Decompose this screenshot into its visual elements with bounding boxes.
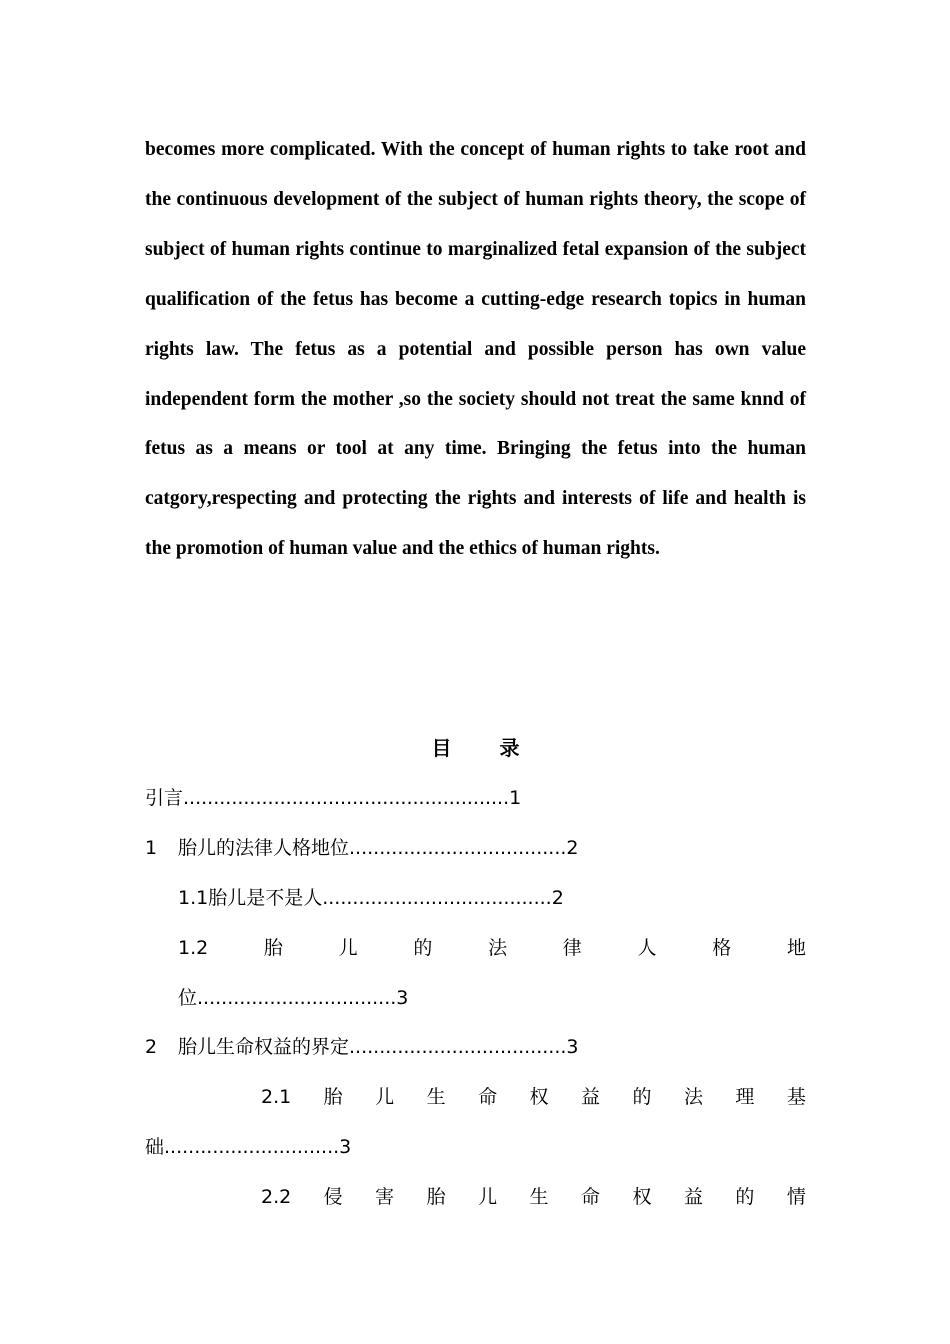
toc-entry-2-1[interactable] bbox=[145, 1073, 806, 1123]
toc-entry-1[interactable] bbox=[145, 824, 806, 874]
toc-entry-text: 胎儿生命权益的界定....................................3 bbox=[178, 1036, 579, 1059]
toc-entry-1-1[interactable]: 1.1胎儿是不是人......................................2 bbox=[178, 886, 564, 909]
toc-char: 胎 bbox=[426, 1186, 446, 1209]
toc-char: 益 bbox=[581, 1086, 601, 1109]
toc-char: 的 bbox=[413, 936, 433, 959]
toc-char: 1.2 bbox=[178, 936, 209, 959]
toc-entry-1-2[interactable] bbox=[145, 924, 806, 974]
toc-char: 律 bbox=[562, 936, 582, 959]
toc-entry-2[interactable] bbox=[145, 1023, 806, 1073]
toc-char: 害 bbox=[375, 1186, 395, 1209]
toc-entry-1-2-continuation[interactable]: 位.................................3 bbox=[178, 986, 409, 1009]
toc-char: 生 bbox=[529, 1186, 549, 1209]
toc-char: 生 bbox=[426, 1086, 446, 1109]
toc-char: 2.2 bbox=[261, 1186, 292, 1209]
toc-char: 2.1 bbox=[261, 1086, 292, 1109]
toc-char: 侵 bbox=[323, 1186, 343, 1209]
toc-char: 法 bbox=[683, 1086, 703, 1109]
toc-char: 地 bbox=[786, 936, 806, 959]
toc-entry-number: 1 bbox=[145, 836, 158, 859]
toc-char: 的 bbox=[632, 1086, 652, 1109]
english-abstract-paragraph: becomes more complicated. With the concept of human rights to take root and the continuous development of the subject of human rights theory, the scope of subject of human rights continue to marginalized fetal expansion of the subject qualification of the fetus has become a cutting-edge research topics in human rights law. The fetus as a potential and possible person has own value independent form the mother ,so the society should not treat the same knnd of fetus as a means or tool at any time. Bringing the fetus into the human catgory,respecting and protecting the rights and interests of life and health is the promotion of human value and the ethics of human rights. bbox=[145, 139, 806, 560]
toc-char: 人 bbox=[637, 936, 657, 959]
toc-entry-intro[interactable]: 引言......................................................1 bbox=[145, 787, 522, 809]
toc-char: 命 bbox=[478, 1086, 498, 1109]
toc-char: 益 bbox=[683, 1186, 703, 1209]
toc-entry-number: 2 bbox=[145, 1036, 158, 1059]
toc-char: 儿 bbox=[375, 1086, 395, 1109]
toc-char: 格 bbox=[712, 936, 732, 959]
table-of-contents bbox=[145, 774, 806, 1223]
toc-char: 情 bbox=[786, 1186, 806, 1209]
toc-char: 儿 bbox=[478, 1186, 498, 1209]
toc-char: 法 bbox=[488, 936, 508, 959]
toc-char: 胎 bbox=[263, 936, 283, 959]
toc-char: 基 bbox=[786, 1086, 806, 1109]
toc-char: 权 bbox=[632, 1186, 652, 1209]
toc-title: 目录 bbox=[431, 736, 568, 760]
toc-char: 儿 bbox=[338, 936, 358, 959]
toc-char: 命 bbox=[581, 1186, 601, 1209]
toc-entry-text: 胎儿的法律人格地位....................................2 bbox=[178, 836, 579, 859]
toc-char: 胎 bbox=[323, 1086, 343, 1109]
toc-char: 权 bbox=[529, 1086, 549, 1109]
toc-entry-2-2[interactable] bbox=[145, 1173, 806, 1223]
toc-entry-2-1-continuation[interactable]: 础.............................3 bbox=[145, 1136, 352, 1159]
toc-char: 理 bbox=[735, 1086, 755, 1109]
toc-char: 的 bbox=[735, 1186, 755, 1209]
